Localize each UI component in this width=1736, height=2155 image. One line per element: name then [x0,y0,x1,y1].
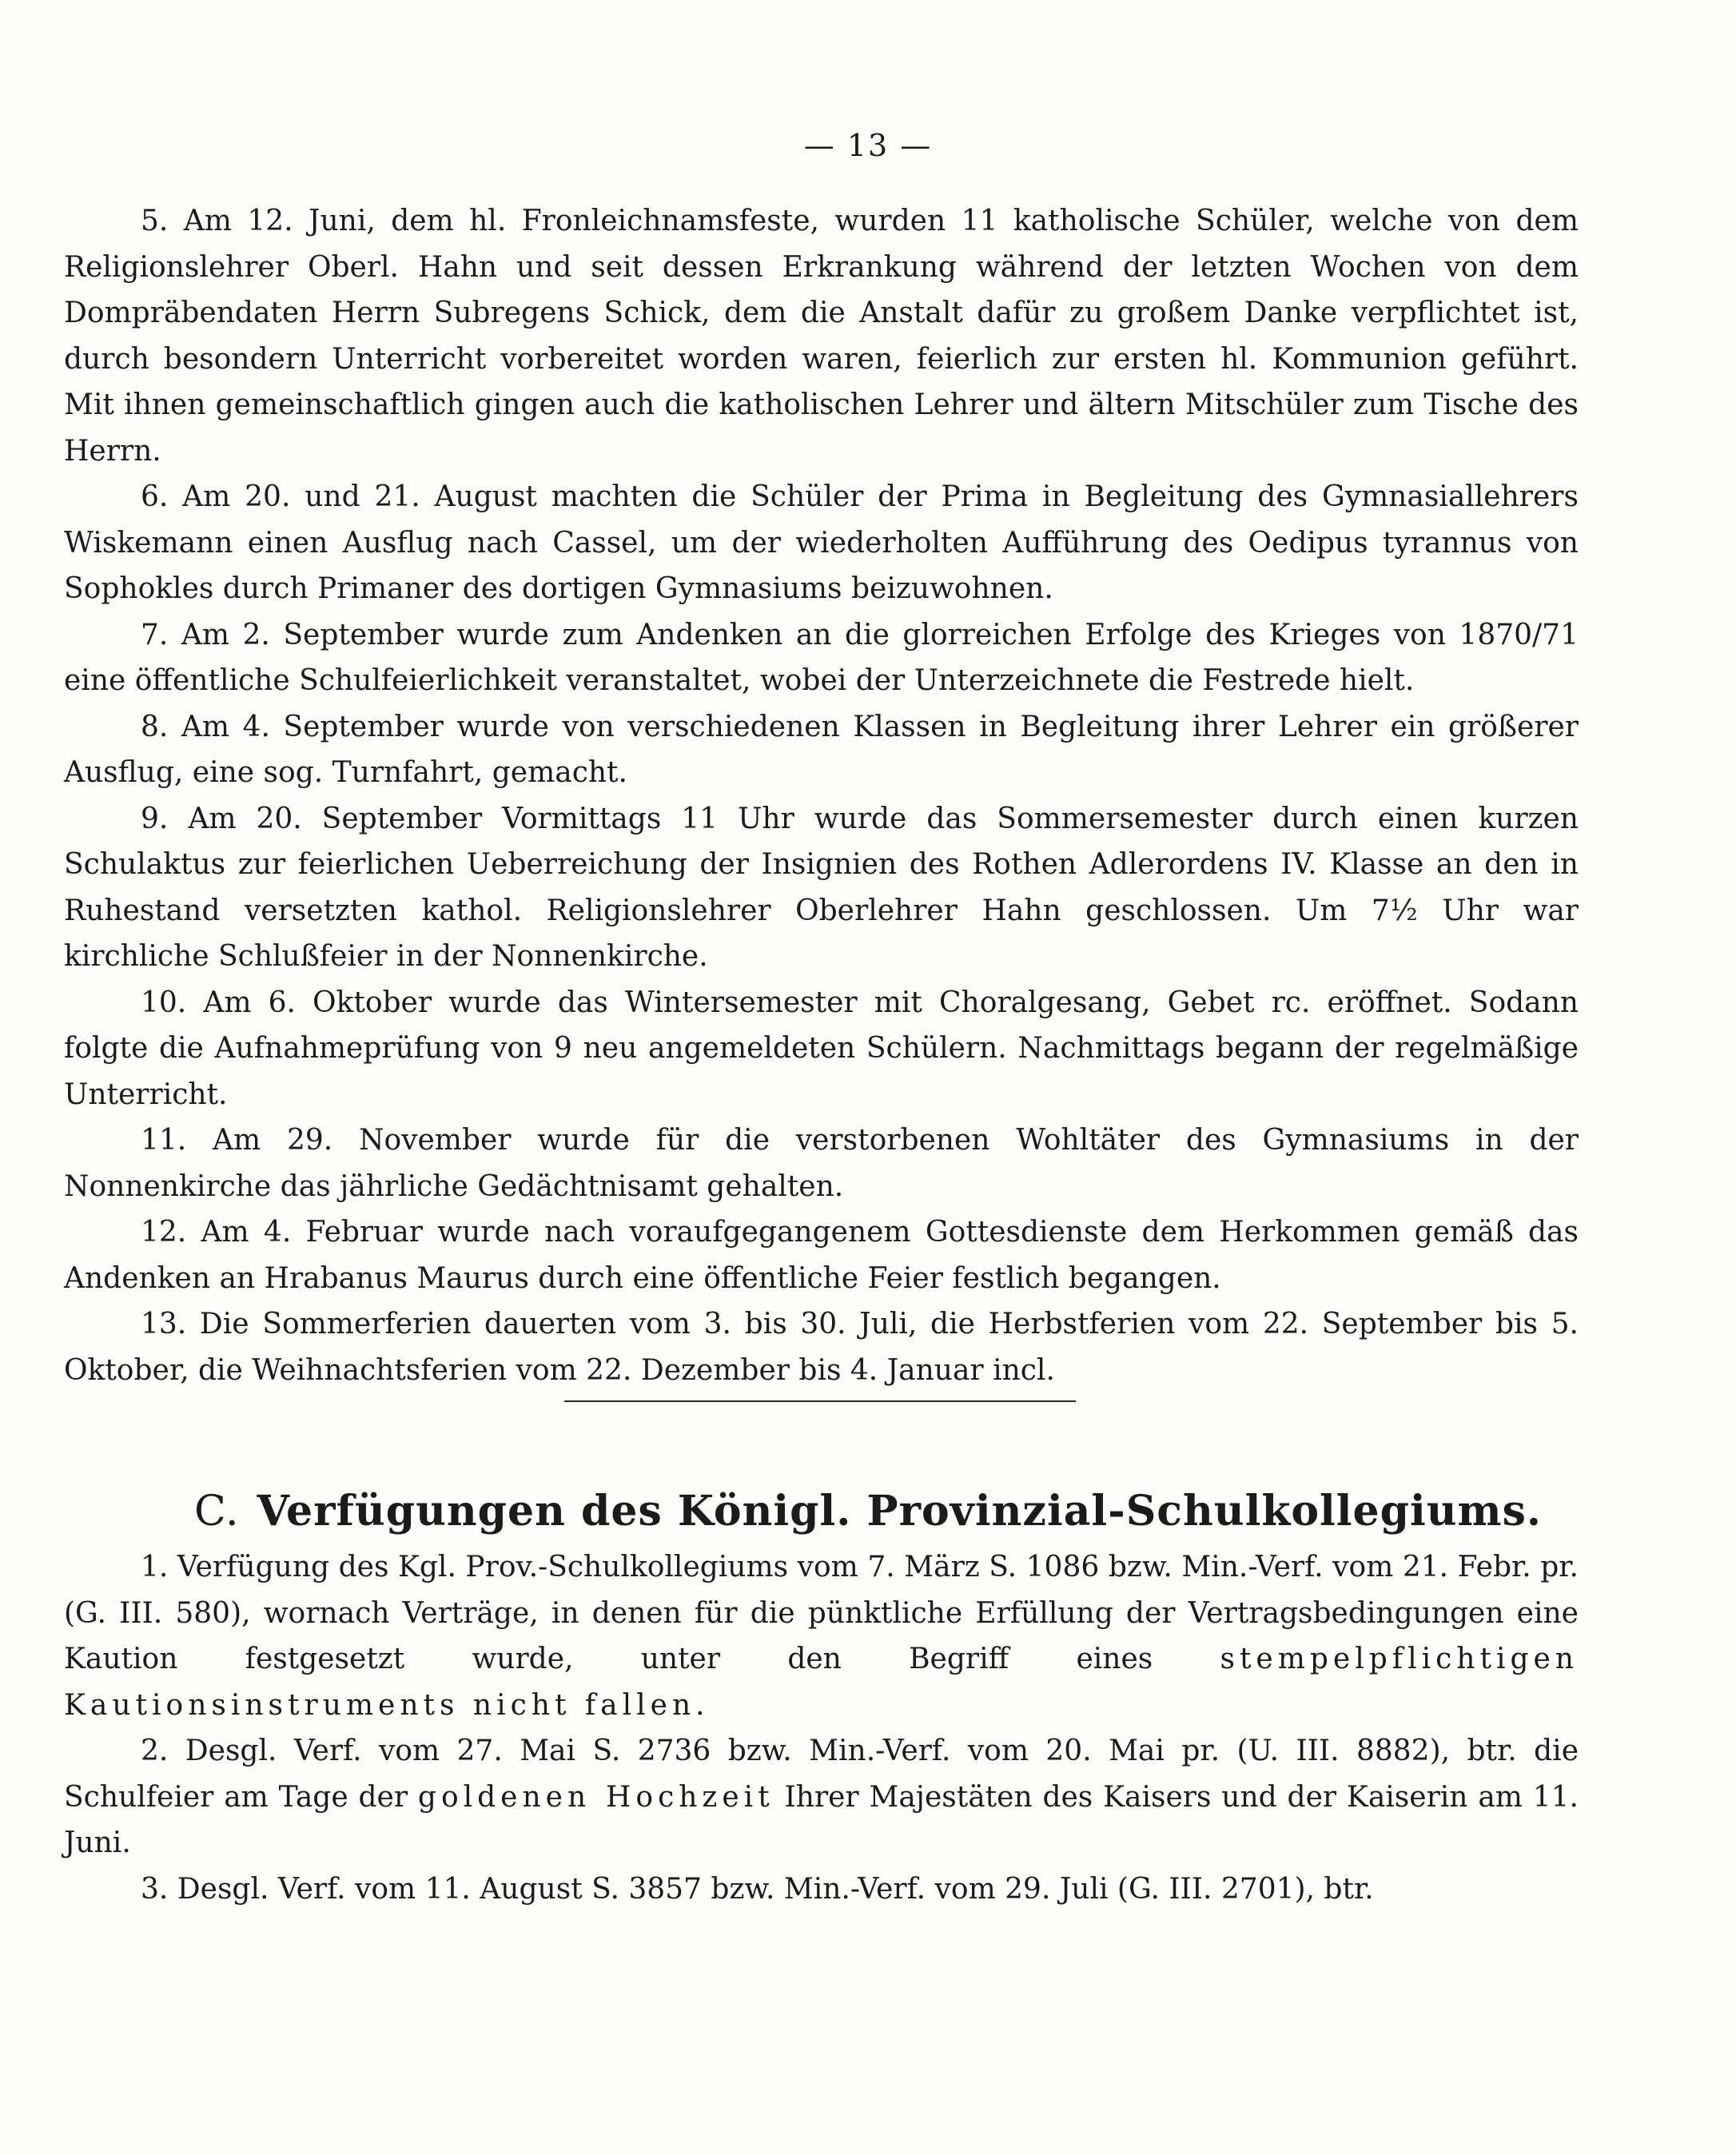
paragraph-6: 6. Am 20. und 21. August machten die Schüler der Prima in Begleitung des Gymnasiallehrers Wiskemann einen Ausflug nach Cassel, um der wiederholten Aufführung des Oedipus tyrannus von Sophokles durch Primaner des dortigen Gymnasiums beizuwohnen. [64,480,1579,605]
page-number: — 13 — [803,128,933,163]
paragraph-12: 12. Am 4. Februar wurde nach voraufgegangenem Gottesdienste dem Herkommen gemäß das Andenken an Hrabanus Maurus durch eine öffentliche Feier festlich begangen. [64,1216,1579,1295]
paragraph-11: 11. Am 29. November wurde für die verstorbenen Wohltäter des Gymnasiums in der Nonnenkirche das jährliche Gedächtnisamt gehalten. [64,1124,1579,1203]
section-divider [564,1400,1076,1402]
section-c-heading [0,1487,1736,1536]
section-c-letter: C. [194,1488,240,1536]
paragraph-5: 5. Am 12. Juni, dem hl. Fronleichnamsfeste, wurden 11 katholische Schüler, welche von dem Religionslehrer Oberl. Hahn und seit dessen Erkrankung während der letzten Wochen von dem Dompräbendaten Herrn Subregens Schick, dem die Anstalt dafür zu großem Danke verpflichtet ist, durch besondern Unterricht vorbereitet worden waren, feierlich zur ersten hl. Kommunion geführt. Mit ihnen gemeinschaftlich gingen auch die katholischen Lehrer und ältern Mitschüler zum Tische des Herrn. [64,205,1579,468]
paragraph-7: 7. Am 2. September wurde zum Andenken an die glorreichen Erfolge des Krieges von 1870/71 eine öffentliche Schulfeierlichkeit veranstaltet, wobei der Unterzeichnete die Festrede hielt. [64,618,1579,697]
decree-2-emphasis: goldenen Hochzeit [417,1780,774,1814]
decree-3 [64,1866,1579,1913]
decree-1 [64,1544,1579,1728]
decree-1-end: . [695,1688,705,1722]
paragraph-10: 10. Am 6. Oktober wurde das Wintersemester mit Choralgesang, Gebet rc. eröffnet. Sodann folgte die Aufnahmeprüfung von 9 neu angemeldeten Schülern. Nachmittags begann der regelmäßige Unterricht. [64,986,1579,1111]
decree-2-end: Ihrer Majestäten des Kaisers und der Kaiserin am 11. Juni. [64,1780,1579,1859]
paragraph-9: 9. Am 20. September Vormittags 11 Uhr wurde das Sommersemester durch einen kurzen Schulaktus zur feierlichen Ueberreichung der Insignien des Rothen Adlerordens IV. Klasse an den in Ruhestand versetzten kathol. Religionslehrer Oberlehrer Hahn geschlossen. Um 7½ Uhr war kirchliche Schlußfeier in der Nonnenkirche. [64,802,1579,973]
decree-3-text: 3. Desgl. Verf. vom 11. August S. 3857 bzw. Min.-Verf. vom 29. Juli (G. III. 2701), btr. [141,1872,1374,1906]
decree-1-text: 1. Verfügung des Kgl. Prov.-Schulkollegiums vom 7. März S. 1086 bzw. Min.-Verf. vom 21. Febr. pr. (G. III. 580), wornach Verträge, in denen für die pünktliche Erfüllung der Vertragsbedingungen eine Kaution festgesetzt wurde, unter den Begriff eines [64,1551,1579,1675]
decree-2-text: 2. Desgl. Verf. vom 27. Mai S. 2736 bzw. Min.-Verf. vom 20. Mai pr. (U. III. 8882), btr. die Schulfeier am Tage der [64,1735,1579,1814]
section-c-body [64,1544,1579,1912]
decree-2 [64,1728,1579,1866]
paragraph-8: 8. Am 4. September wurde von verschiedenen Klassen in Begleitung ihrer Lehrer ein größerer Ausflug, eine sog. Turnfahrt, gemacht. [64,710,1579,789]
chronicle-body [64,198,1579,1393]
section-c-title: Verfügungen des Königl. Provinzial-Schulkollegiums. [257,1487,1542,1536]
paragraph-13: 13. Die Sommerferien dauerten vom 3. bis 30. Juli, die Herbstferien vom 22. September bis 5. Oktober, die Weihnachtsferien vom 22. Dezember bis 4. Januar incl. [64,1308,1579,1387]
decree-1-emphasis: stempelpflichtigen Kautionsinstruments nicht fallen [64,1643,1579,1722]
